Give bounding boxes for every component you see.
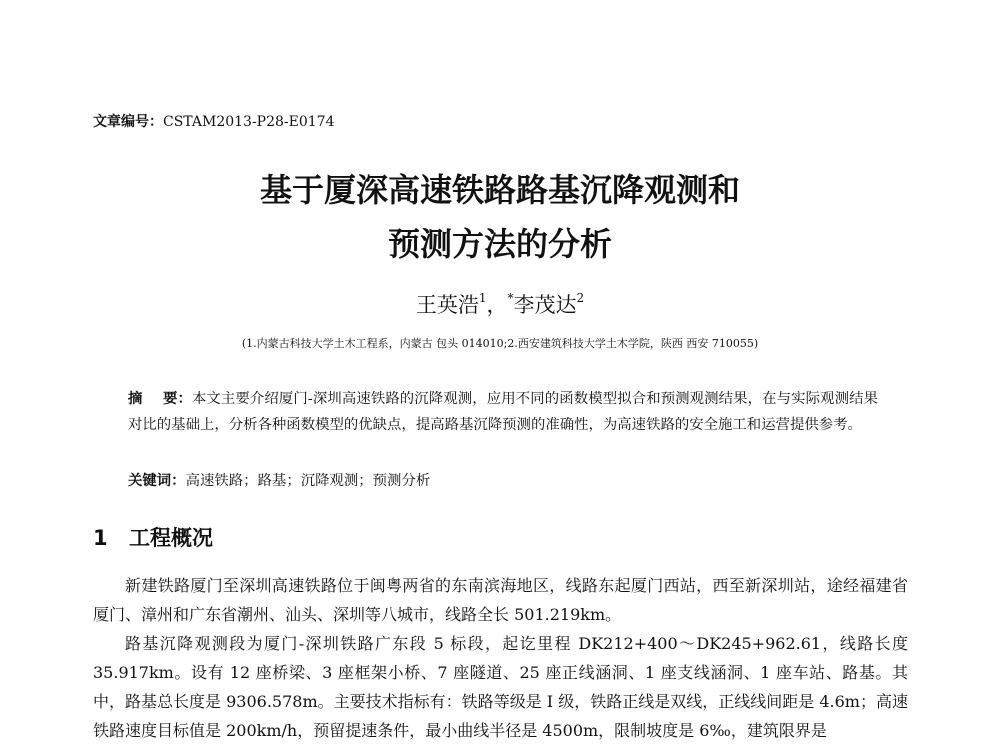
- article-id: [93, 113, 335, 131]
- body-paragraph-2: 路基沉降观测段为厦门-深圳铁路广东段 5 标段，起讫里程 DK212+400～DK245+962.61，线路长度 35.917km。设有 12 座桥梁、3 座框架小桥、7 座隧道、25 座正线涵洞、1 座支线涵洞、1 座车站、路基。其中，路基总长度是 9306.578m。主要技术指标有：铁路等级是 I 级，铁路正线是双线，正线线间距是 4.6m；高速铁路速度目标值是 200km/h，预留提速条件，最小曲线半径是 4500m，限制坡度是 6‰，建筑限界是: [93, 634, 908, 740]
- corresponding-author-mark: *: [507, 291, 514, 305]
- article-id-label: 文章编号：: [93, 114, 163, 130]
- keywords-label: 关键词：: [128, 473, 186, 489]
- section-title: 工程概况: [129, 526, 213, 550]
- affiliation: (1.内蒙古科技大学土木工程系，内蒙古 包头 014010;2.西安建筑科技大学土木学院，陕西 西安 710055): [241, 337, 759, 350]
- keywords: [128, 470, 430, 492]
- authors: [0, 292, 1000, 318]
- body-text: [93, 571, 908, 745]
- keywords-text: 高速铁路；路基；沉降观测；预测分析: [185, 473, 431, 489]
- abstract: [128, 386, 878, 438]
- author-1-affil-mark: 1: [478, 291, 487, 305]
- abstract-text: 本文主要介绍厦门-深圳高速铁路的沉降观测，应用不同的函数模型拟合和预测观测结果，在与实际观测结果对比的基础上，分析各种函数模型的优缺点，提高路基沉降预测的准确性，为高速铁路的安全施工和运营提供参考。: [128, 391, 878, 433]
- abstract-label: 摘 要：: [128, 391, 192, 407]
- author-2-affil-mark: 2: [576, 291, 585, 305]
- author-2: 李茂达: [513, 293, 577, 317]
- body-paragraph-1: 新建铁路厦门至深圳高速铁路位于闽粤两省的东南滨海地区，线路东起厦门西站，西至新深圳站，途经福建省厦门、漳州和广东省潮州、汕头、深圳等八城市，线路全长 501.219km。: [93, 576, 908, 624]
- section-heading: [93, 524, 213, 552]
- author-1: 王英浩: [415, 293, 479, 317]
- section-number: 1: [93, 526, 108, 550]
- paper-title-line-2: 预测方法的分析: [387, 225, 612, 263]
- article-id-value: CSTAM2013-P28-E0174: [163, 114, 335, 130]
- paper-title-line-1: 基于厦深高速铁路路基沉降观测和: [259, 171, 740, 209]
- author-separator: ，: [486, 293, 508, 317]
